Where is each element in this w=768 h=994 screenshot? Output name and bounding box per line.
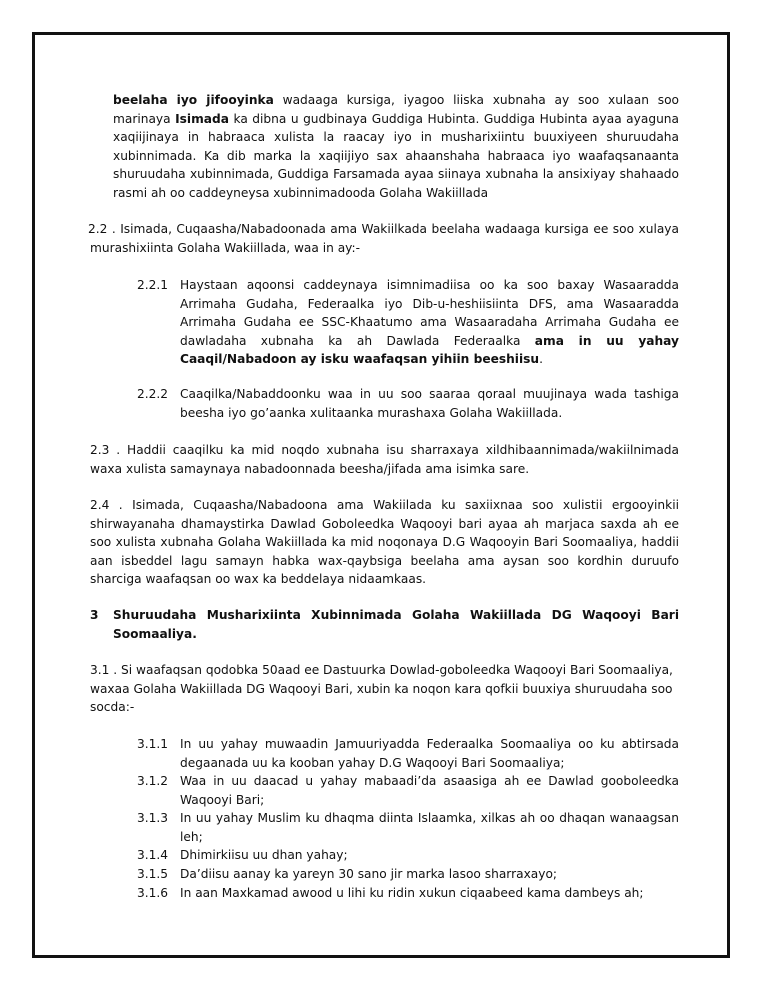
item-text-plain: Haystaan aqoonsi caddeynaya isimnimadiisa oo ka soo baxay Wasaaradda Arrimaha Gudaha, Federaalka iyo Dib-u-heshiisiinta DFS, ama Wasaaradda Arrimaha Gudaha ee SSC-Khaatumo ama Wasaaradaha Arrimaha Gudaha ee dawladaha xubnaha ka ah Dawlada Federaalka	[180, 278, 679, 348]
item-3-1-5	[137, 865, 679, 884]
item-number: 2.2.1	[137, 278, 169, 292]
item-2-2-2	[137, 385, 679, 422]
item-text: Dhimirkiisu uu dhan yahay;	[180, 848, 348, 862]
section-3-1	[90, 661, 679, 717]
item-number: 3.1.6	[137, 886, 169, 900]
item-number: 3.1.3	[137, 811, 169, 825]
section-text: Isimada, Cuqaasha/Nabadoona ama Wakiilada ku saxiixnaa soo xulistii ergooyinkii shirwayanaha dhamaystirka Dawlad Goboleedka Waqooyi bari ayaa ah marjaca saxda ah ee soo xulista xubnaha Golaha Wakiillada ka mid noqonaya D.G Waqooyin Bari Soomaaliya, haddii aan isbeddel lagu samayn habka wax-qaybsiga beelaha ama aysan soo kordhin duruufo sharciga waafaqsan oo wax ka beddelaya nidaamkaas.	[90, 498, 679, 587]
item-number: 3.1.2	[137, 774, 169, 788]
item-text	[180, 276, 679, 369]
section-2-3	[90, 441, 679, 478]
section-2-2	[90, 220, 679, 257]
heading-title: Shuruudaha Musharixiinta Xubinnimada Golaha Wakiillada DG Waqooyi Bari Soomaaliya.	[113, 608, 679, 641]
section-number: 3.1 .	[90, 663, 118, 677]
item-number: 3.1.1	[137, 737, 169, 751]
item-3-1-1	[137, 735, 679, 772]
intro-paragraph	[113, 91, 679, 203]
item-3-1-6	[137, 884, 679, 903]
item-2-2-1	[137, 276, 679, 369]
section-number: 2.3 .	[90, 443, 121, 457]
item-number: 3.1.5	[137, 867, 169, 881]
section-2-4	[90, 496, 679, 589]
item-text: In aan Maxkamad awood u lihi ku ridin xukun ciqaabeed kama dambeys ah;	[180, 886, 644, 900]
item-text: Caaqilka/Nabaddoonku waa in uu soo saaraa qoraal muujinaya wada tashiga beesha iyo go’aanka xulitaanka murashaxa Golaha Wakiillada.	[180, 387, 679, 420]
section-3-heading	[90, 606, 679, 643]
section-text: Si waafaqsan qodobka 50aad ee Dastuurka Dowlad-goboleedka Waqooyi Bari Soomaaliya, waxaa Golaha Wakiillada DG Waqooyi Bari, xubin ka noqon kara qofkii buuxiya shuruudaha soo socda:-	[90, 663, 673, 715]
item-text: Da’diisu aanay ka yareyn 30 sano jir marka lasoo sharraxayo;	[180, 867, 558, 881]
section-text: Isimada, Cuqaasha/Nabadoonada ama Wakiilkada beelaha wadaaga kursiga ee soo xulaya murashixiinta Golaha Wakiillada, waa in ay:-	[90, 222, 679, 255]
intro-bold-1: beelaha iyo jifooyinka	[113, 93, 274, 107]
heading-number: 3	[90, 608, 99, 622]
item-text-end: .	[539, 352, 543, 367]
section-text: Haddii caaqilku ka mid noqdo xubnaha isu sharraxaya xildhibaannimada/wakiilnimada waxa xulista samaynaya nabadoonnada beesha/jifada ama isimka sare.	[90, 443, 679, 476]
intro-bold-2: Isimada	[175, 111, 229, 126]
item-3-1-3	[137, 809, 679, 846]
item-3-1-2	[137, 772, 679, 809]
item-text-bold: ama in uu yahay Caaqil/Nabadoon ay isku waafaqsan yihiin beeshiisu	[180, 333, 679, 367]
item-number: 2.2.2	[137, 387, 169, 401]
item-text: In uu yahay muwaadin Jamuuriyadda Federaalka Soomaaliya oo ku abtirsada degaanada uu ka kooban yahay D.G Waqooyi Bari Soomaaliya;	[180, 737, 679, 770]
section-number: 2.2 .	[88, 222, 116, 236]
item-text: Waa in uu daacad u yahay mabaadi’da asaasiga ah ee Dawlad gooboleedka Waqooyi Bari;	[180, 774, 679, 807]
intro-text-1: wadaaga kursiga, iyagoo liiska xubnaha ay soo xulaan soo marinaya	[113, 93, 679, 126]
intro-text-2: ka dibna u gudbinaya Guddiga Hubinta. Guddiga Hubinta ayaa ayaguna xaqiijinaya in habraaca xulista la raacay iyo in musharixiintu buuxiyeen shuruudaha xubinnimada. Ka dib marka la xaqiijiyo sax ahaanshaha habraaca iyo waafaqsanaanta shuruudaha xubinnimada, Guddiga Farsamada ayaa siinaya xubnaha la ansixiyay shahaado rasmi ah oo caddeyneysa xubinnimadooda Golaha Wakiillada	[113, 111, 679, 200]
item-number: 3.1.4	[137, 848, 169, 862]
section-number: 2.4 .	[90, 498, 123, 512]
item-text: In uu yahay Muslim ku dhaqma diinta Islaamka, xilkas ah oo dhaqan wanaagsan leh;	[180, 811, 679, 844]
item-3-1-4	[137, 846, 679, 865]
